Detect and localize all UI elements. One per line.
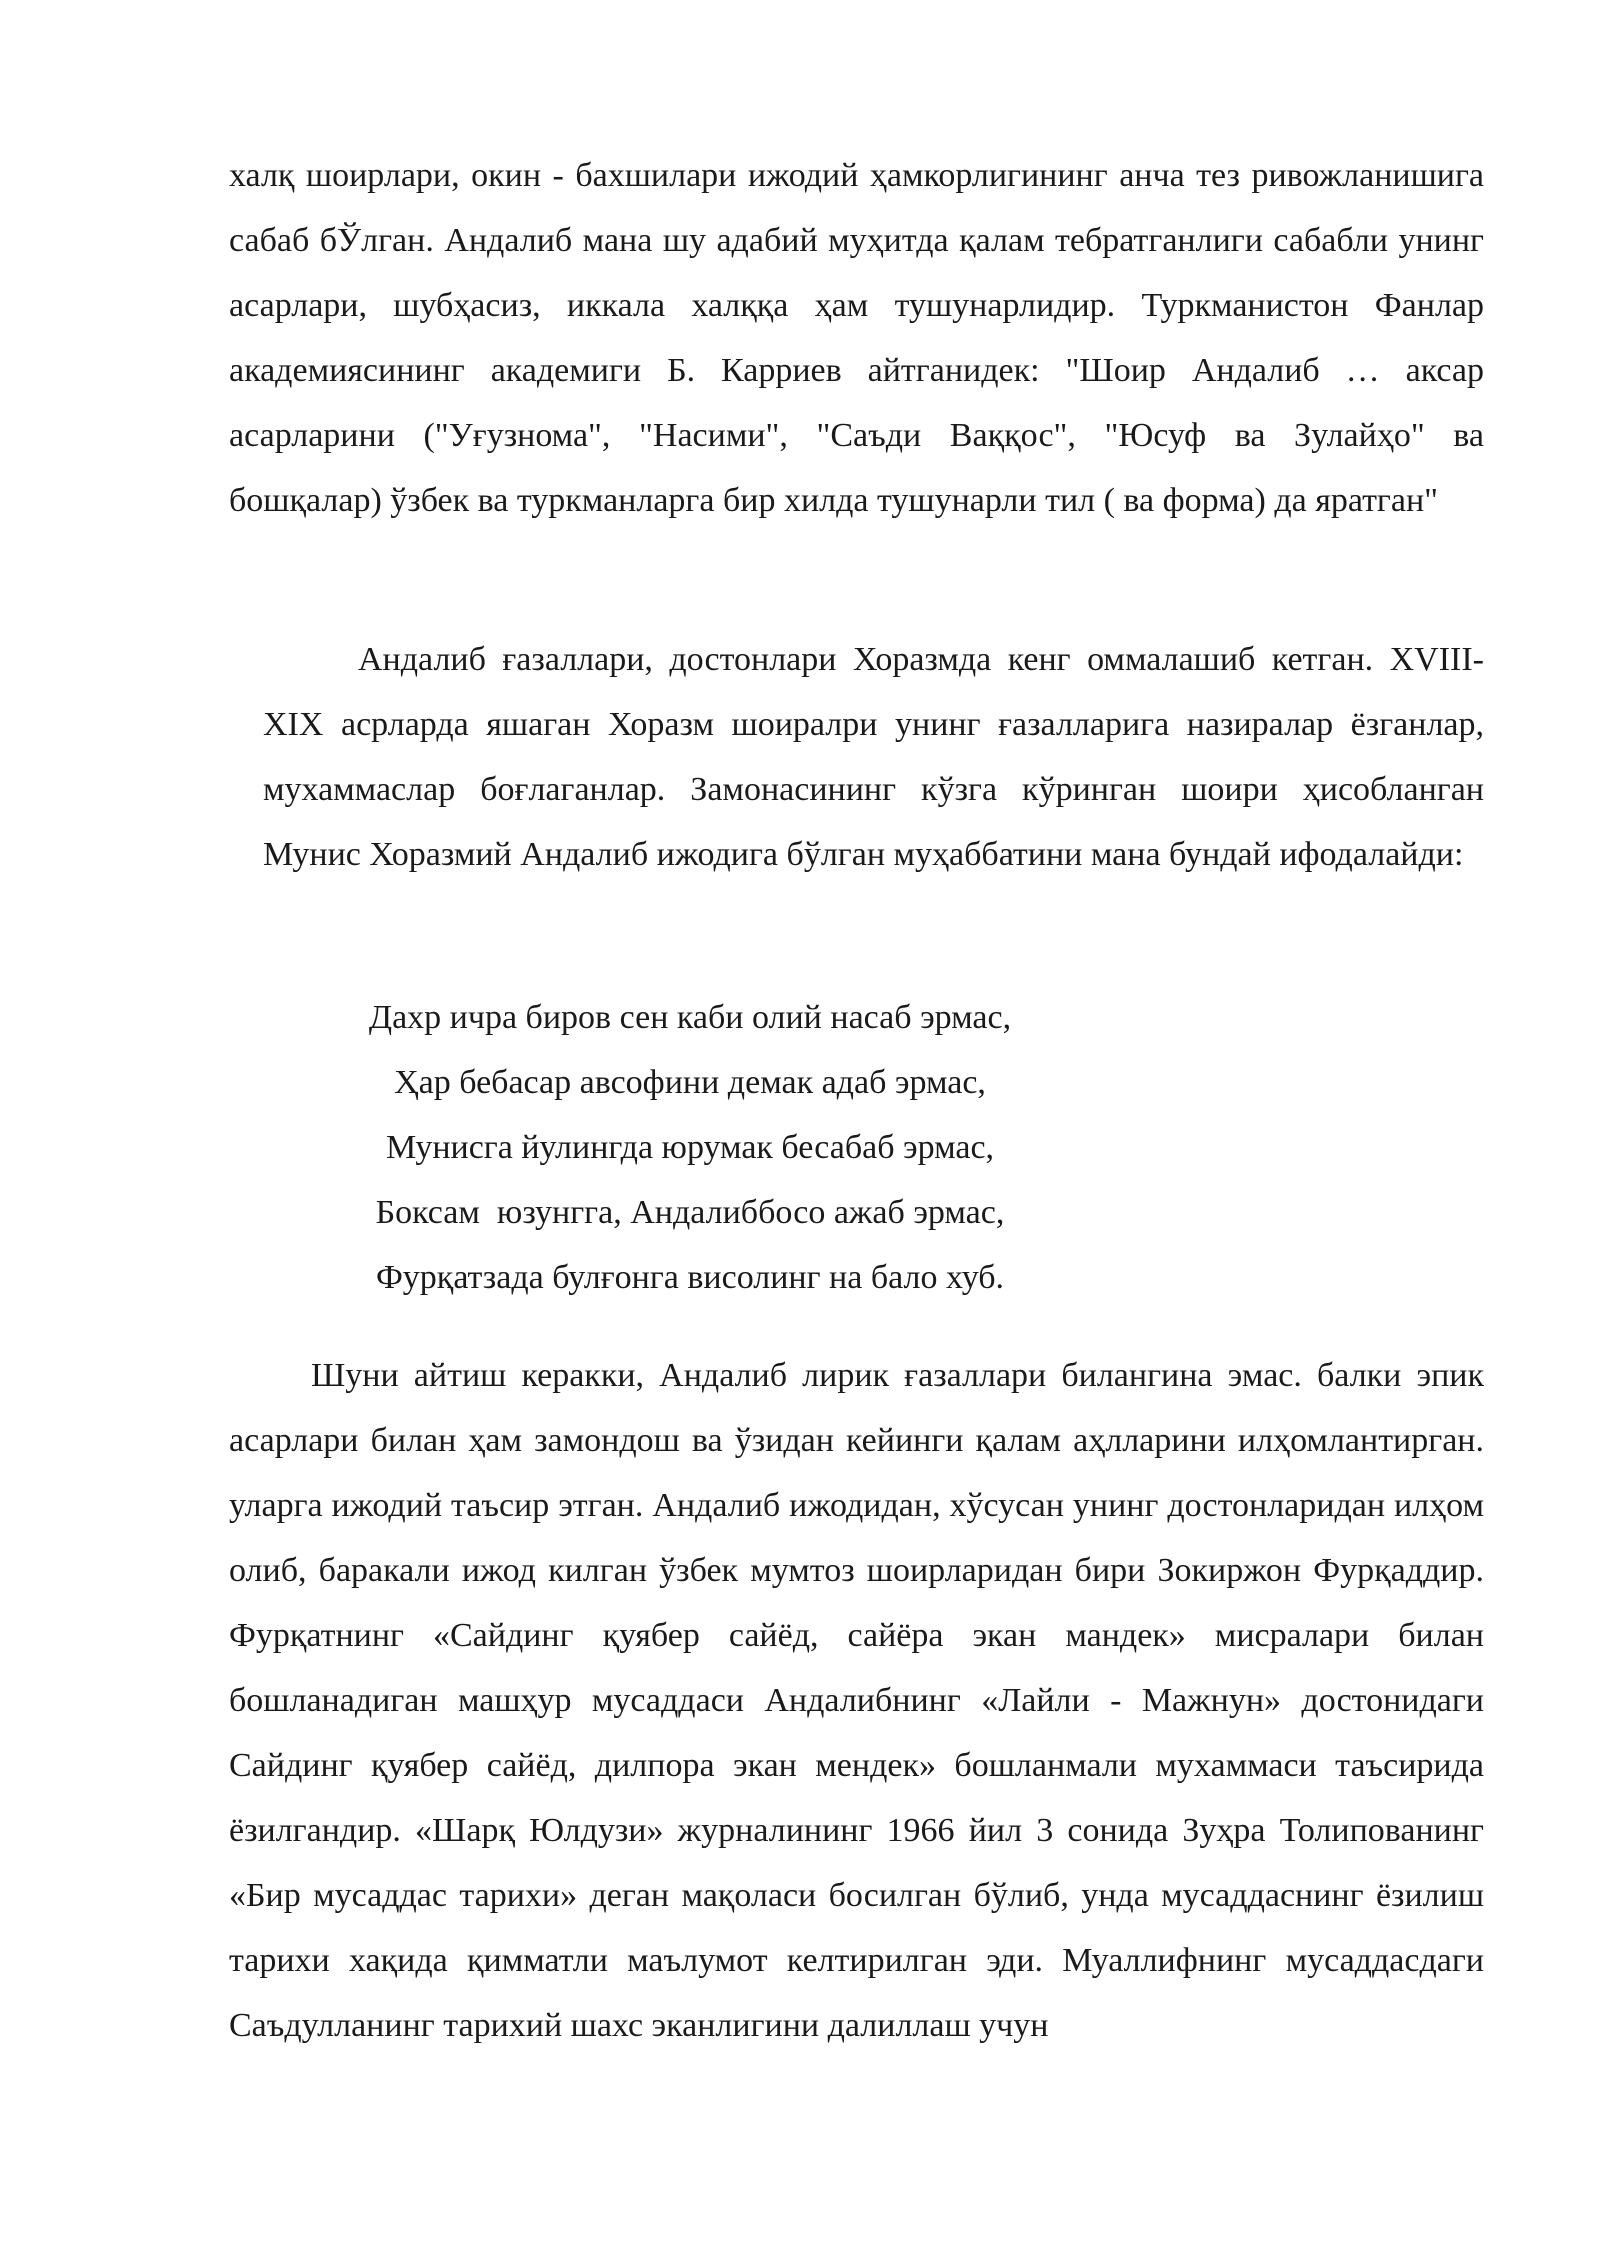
poem-line: Боксам юзунгга, Андалиббосо ажаб эрмас, bbox=[375, 1194, 1005, 1231]
poem-line: Мунисга йулингда юрумак бесабаб эрмас, bbox=[385, 1129, 995, 1166]
paragraph-influence: Шуни айтиш керакки, Андалиб лирик ғазаллари билангина эмас. балки эпик асарлари билан ҳам замондош ва ўзидан кейинги қалам аҳлларини илҳомлантирган. уларга ижодий таъсир этган. Андалиб ижодидан, хўсусан унинг достонларидан илҳом олиб, баракали ижод килган ўзбек мумтоз шоирларидан бири Зокиржон Фурқаддир. Фурқатнинг «Сайдинг қуябер сайёд, сайёра экан мандек» мисралари билан бошланадиган машҳур мусаддаси Андалибнинг «Лайли - Мажнун» достонидаги Сайдинг қуябер сайёд, дилпора экан мендек» бошланмали мухаммаси таъсирида ёзилгандир. «Шарқ Юлдузи» журналининг 1966 йил 3 сонида Зуҳра Толипованинг «Бир мусаддас тарихи» деган мақоласи босилган бўлиб, унда мусаддаснинг ёзилиш тарихи хақида қимматли маълумот келтирилган эди. Муаллифнинг мусаддасдаги Саъдулланинг тарихий шахс эканлигини далиллаш учун bbox=[229, 1357, 1484, 2044]
poem-line: Фурқатзада булғонга висолинг на бало хуб. bbox=[375, 1259, 1005, 1296]
paragraph-andalib-gazals: Андалиб ғазаллари, достонлари Хоразмда кенг оммалашиб кетган. XVIII- XIX асрларда яшаган Хоразм шоиралри унинг ғазалларига назиралар ёзганлар, мухаммаслар боғлаганлар. Замонасининг кўзга кўринган шоири ҳисобланган Мунис Хоразмий Андалиб ижодига бўлган муҳаббатини мана бундай ифодалайди: bbox=[263, 641, 1484, 873]
poem-line: Дахр ичра биров сен каби олий насаб эрмас, bbox=[368, 999, 1012, 1036]
poem-line: Ҳар бебасар авсофини демак адаб эрмас, bbox=[394, 1064, 986, 1101]
paragraph-intro: халқ шоирлари, окин - бахшилари ижодий ҳамкорлигининг анча тез ривожланишига сабаб бЎлган. Андалиб мана шу адабий муҳитда қалам тебратганлиги сабабли унинг асарлари, шубҳасиз, иккала халққа ҳам тушунарлидир. Туркманистон Фанлар академиясининг академиги Б. Карриев айтганидек: "Шоир Андалиб … аксар асарларини ("Уғузнома", "Насими", "Саъди Ваққос", "Юсуф ва Зулайҳо" ва бошқалар) ўзбек ва туркманларга бир хилда тушунарли тил ( ва форма) да яратган" bbox=[229, 157, 1484, 519]
poem-quote bbox=[310, 985, 1070, 1310]
